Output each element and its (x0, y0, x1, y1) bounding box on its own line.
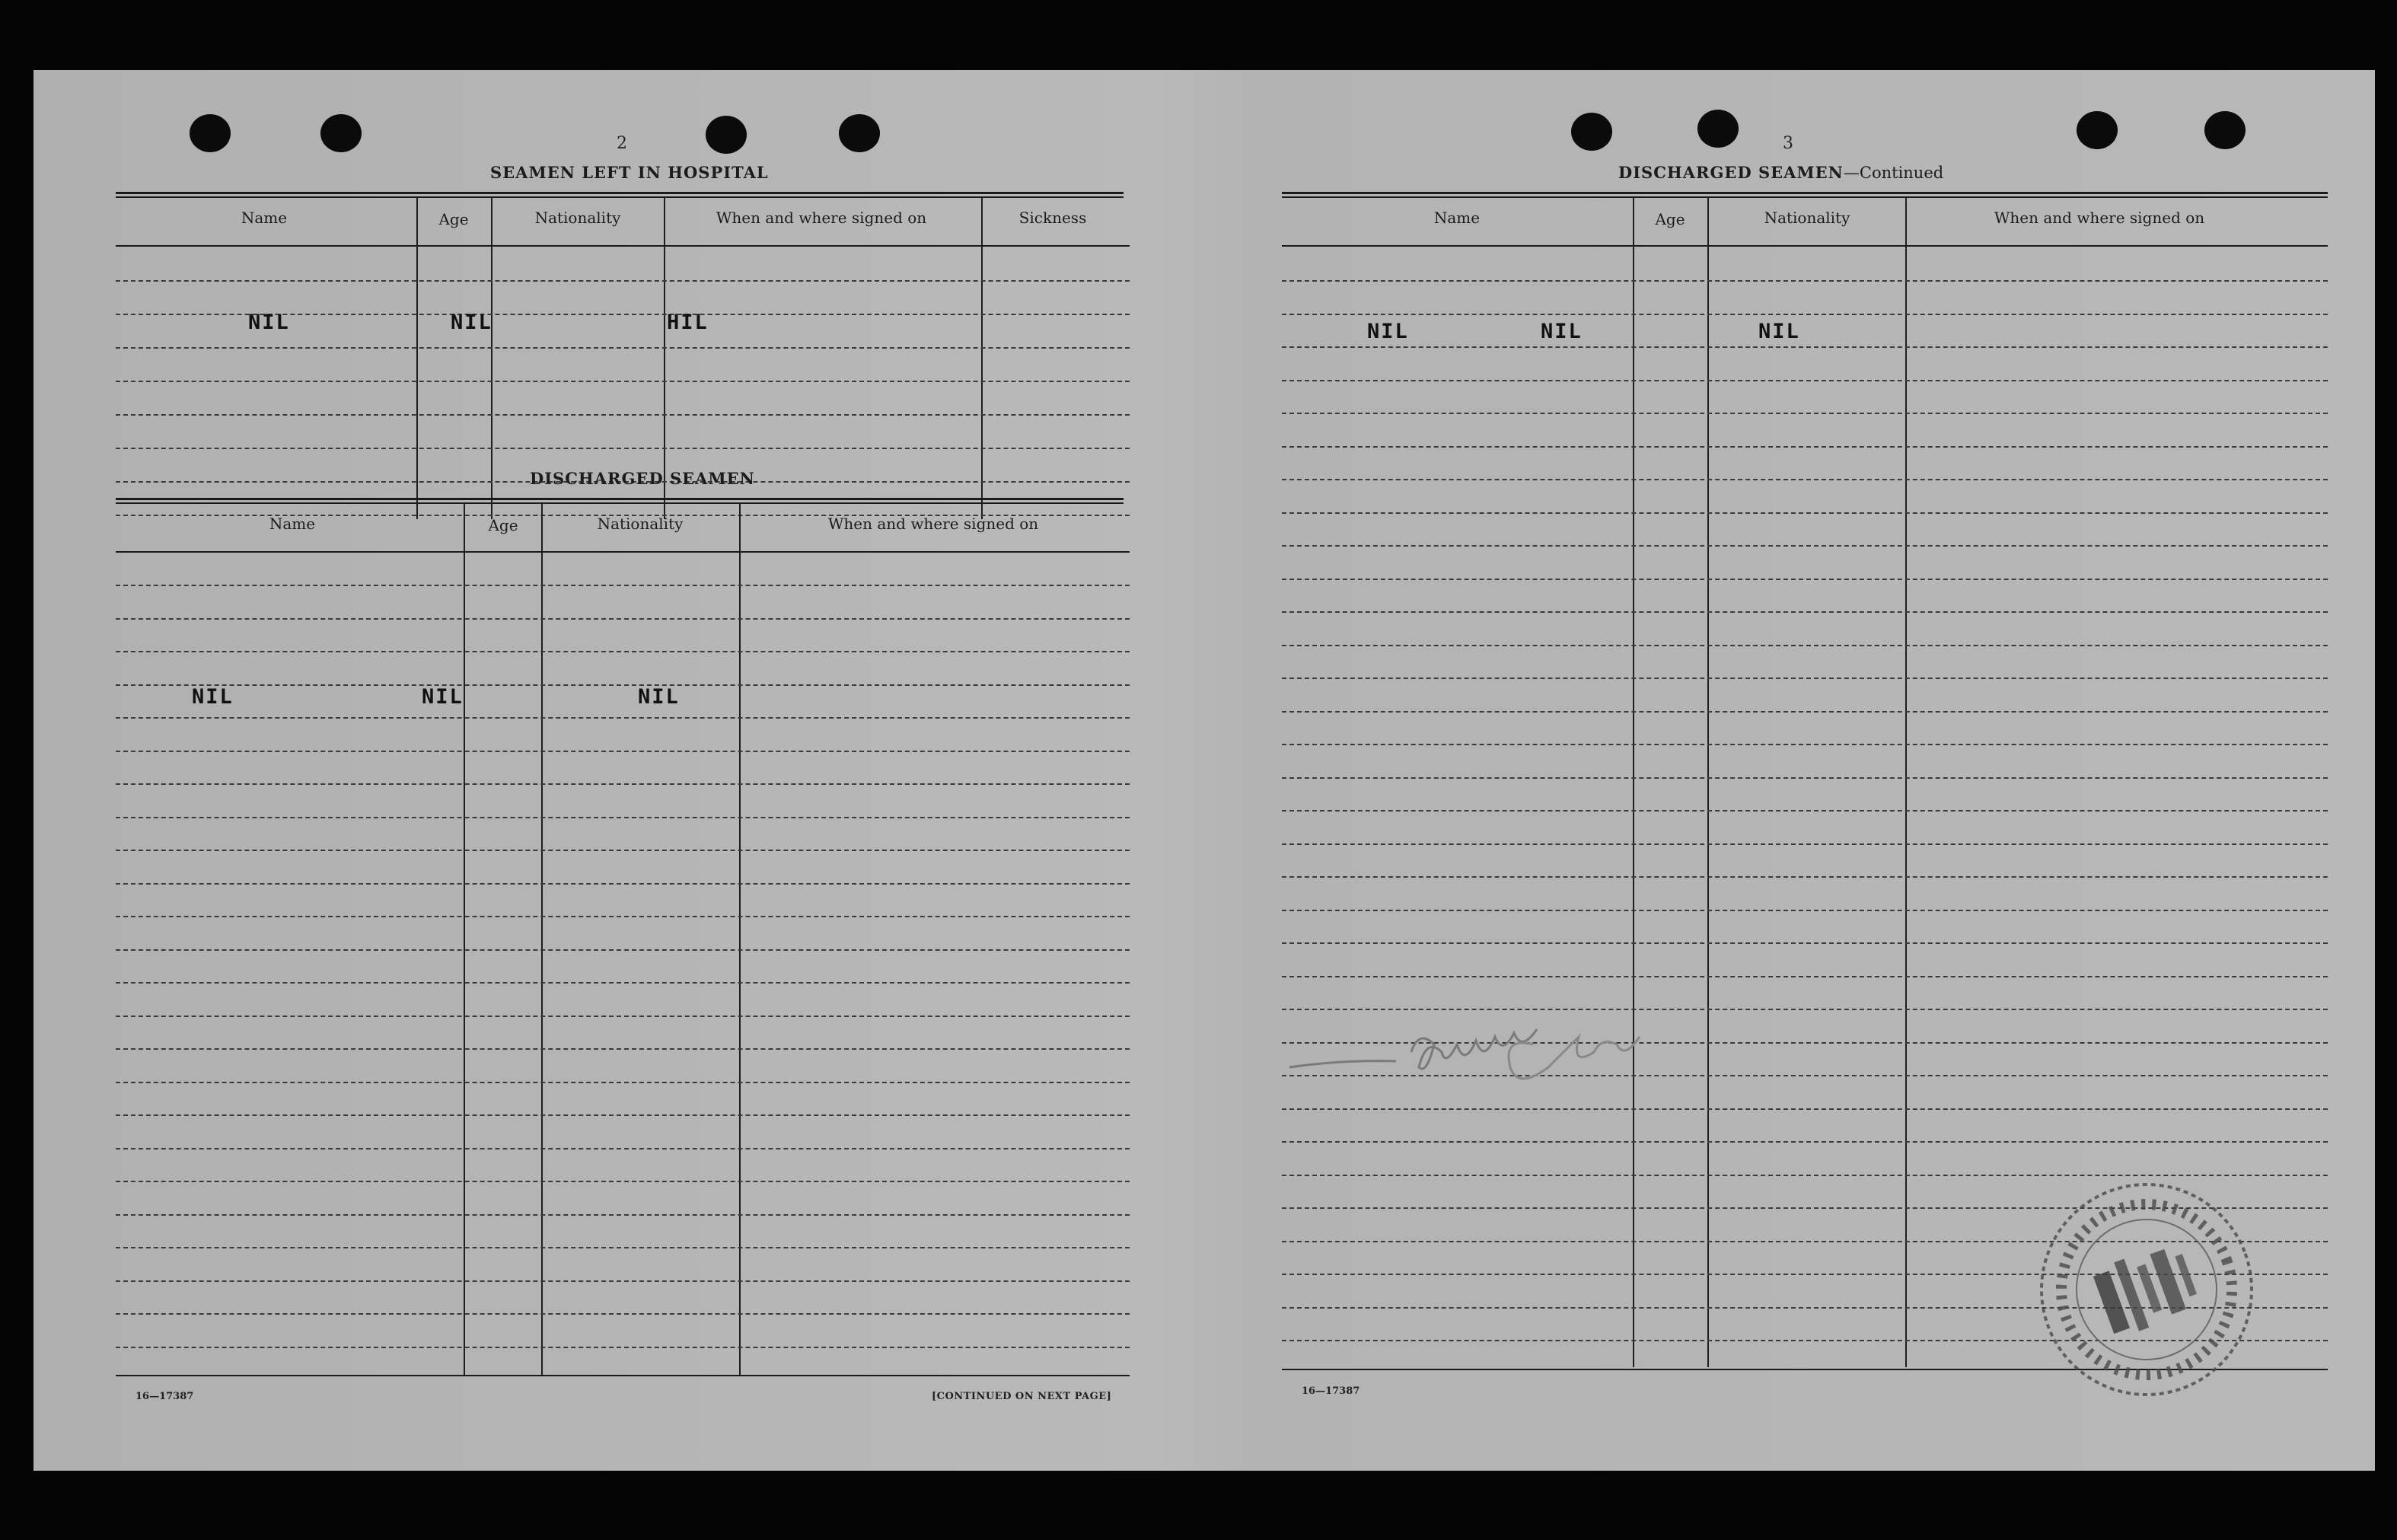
column-divider (464, 504, 465, 1376)
header-rule (1282, 192, 2328, 194)
entry-line (116, 717, 1130, 719)
column-header-sickness: Sickness (1018, 209, 1087, 227)
entry-line (116, 850, 1130, 851)
entry-line (116, 1016, 1130, 1017)
entry-line (116, 1313, 1130, 1315)
table-bottom-rule (116, 1375, 1130, 1376)
entry-line (1282, 976, 2328, 977)
punch-hole (1571, 113, 1612, 151)
column-divider (541, 504, 543, 1376)
punch-hole (2077, 111, 2118, 149)
column-header-age: Age (1655, 210, 1685, 228)
column-header-nationality: Nationality (1764, 209, 1850, 227)
entry-line (116, 1280, 1130, 1282)
entry-line (1282, 479, 2328, 480)
entry-line (116, 448, 1130, 449)
column-divider (491, 198, 492, 519)
entry-line (1282, 910, 2328, 911)
punch-hole (320, 114, 362, 152)
column-divider (416, 198, 418, 519)
entry-line (116, 982, 1130, 984)
handwritten-signature (1282, 999, 1678, 1090)
punch-hole (2204, 111, 2246, 149)
entry-line (1282, 579, 2328, 580)
column-header-nationality: Nationality (597, 515, 684, 533)
entry-line (116, 751, 1130, 752)
entry-line (116, 1114, 1130, 1116)
column-divider (1707, 198, 1709, 1367)
entry-line (1282, 810, 2328, 811)
column-header-signed-on: When and where signed on (716, 209, 927, 227)
entry-line (1282, 678, 2328, 679)
entry-line (116, 381, 1130, 382)
hospital-age-entry: NIL (451, 311, 492, 334)
entry-line (116, 651, 1130, 652)
entry-line (1282, 380, 2328, 381)
continued-footer: [CONTINUED ON NEXT PAGE] (932, 1391, 1112, 1402)
entry-line (1282, 314, 2328, 315)
entry-line (1282, 711, 2328, 713)
header-rule (116, 196, 1124, 198)
header-rule (1282, 196, 2328, 198)
page-number: 3 (1783, 134, 1793, 153)
discharged-title-text: DISCHARGED SEAMEN (1618, 163, 1844, 182)
entry-line (116, 1214, 1130, 1216)
column-header-name: Name (1433, 209, 1481, 227)
entry-line (116, 817, 1130, 818)
punch-hole (190, 114, 231, 152)
entry-line (1282, 1141, 2328, 1143)
entry-line (1282, 545, 2328, 547)
header-rule (116, 192, 1124, 194)
entry-line (116, 1148, 1130, 1149)
entry-line (1282, 346, 2328, 348)
form-number: 16—17387 (1302, 1385, 1360, 1397)
punch-hole (706, 116, 747, 154)
continued-suffix: —Continued (1843, 164, 1944, 182)
column-header-name: Name (241, 209, 288, 227)
entry-line (116, 1082, 1130, 1083)
entry-line (1282, 611, 2328, 613)
entry-line (116, 1181, 1130, 1182)
form-number: 16—17387 (135, 1391, 194, 1402)
column-header-nationality: Nationality (534, 209, 621, 227)
entry-line (116, 916, 1130, 917)
header-rule (116, 498, 1124, 500)
continued-age-entry: NIL (1541, 320, 1583, 343)
hospital-name-entry: NIL (248, 311, 290, 334)
entry-line (116, 414, 1130, 416)
page-number: 2 (617, 134, 627, 153)
header-rule (116, 502, 1124, 504)
column-header-rule (1282, 245, 2328, 247)
column-header-signed-on: When and where signed on (1994, 209, 2205, 227)
punch-hole (839, 114, 880, 152)
entry-line (116, 585, 1130, 586)
entry-line (116, 949, 1130, 951)
entry-line (1282, 512, 2328, 514)
discharged-nationality-entry: NIL (638, 685, 680, 709)
column-divider (739, 504, 741, 1376)
column-header-rule (116, 551, 1130, 553)
entry-line (116, 347, 1130, 349)
entry-line (116, 883, 1130, 885)
entry-line (1282, 744, 2328, 745)
entry-line (1282, 876, 2328, 878)
column-divider (1905, 198, 1907, 1367)
entry-line (1282, 777, 2328, 779)
continued-name-entry: NIL (1367, 320, 1409, 343)
column-header-age: Age (438, 210, 469, 228)
entry-line (116, 1247, 1130, 1248)
discharged-name-entry: NIL (192, 685, 234, 709)
entry-line (116, 684, 1130, 686)
customs-stamp (2025, 1168, 2268, 1411)
entry-line (1282, 413, 2328, 414)
column-header-rule (116, 245, 1130, 247)
column-header-signed-on: When and where signed on (827, 515, 1039, 533)
discharged-continued-title (1618, 163, 1943, 182)
entry-line (116, 1048, 1130, 1050)
entry-line (116, 280, 1130, 282)
entry-line (1282, 645, 2328, 646)
column-header-name: Name (269, 515, 316, 533)
entry-line (1282, 942, 2328, 944)
column-header-age: Age (488, 516, 518, 534)
entry-line (116, 783, 1130, 785)
entry-line (1282, 446, 2328, 448)
discharged-section-title: DISCHARGED SEAMEN (530, 469, 755, 488)
entry-line (1282, 1108, 2328, 1110)
column-divider (981, 198, 983, 519)
continued-nationality-entry: NIL (1758, 320, 1800, 343)
punch-hole (1697, 110, 1739, 148)
entry-line (1282, 843, 2328, 845)
entry-line (116, 1347, 1130, 1348)
column-divider (1633, 198, 1634, 1367)
entry-line (116, 618, 1130, 620)
discharged-age-entry: NIL (422, 685, 464, 709)
entry-line (1282, 280, 2328, 282)
hospital-signed-on-entry: HIL (667, 311, 709, 334)
document-sheet (33, 70, 2375, 1471)
hospital-section-title: SEAMEN LEFT IN HOSPITAL (490, 163, 769, 182)
